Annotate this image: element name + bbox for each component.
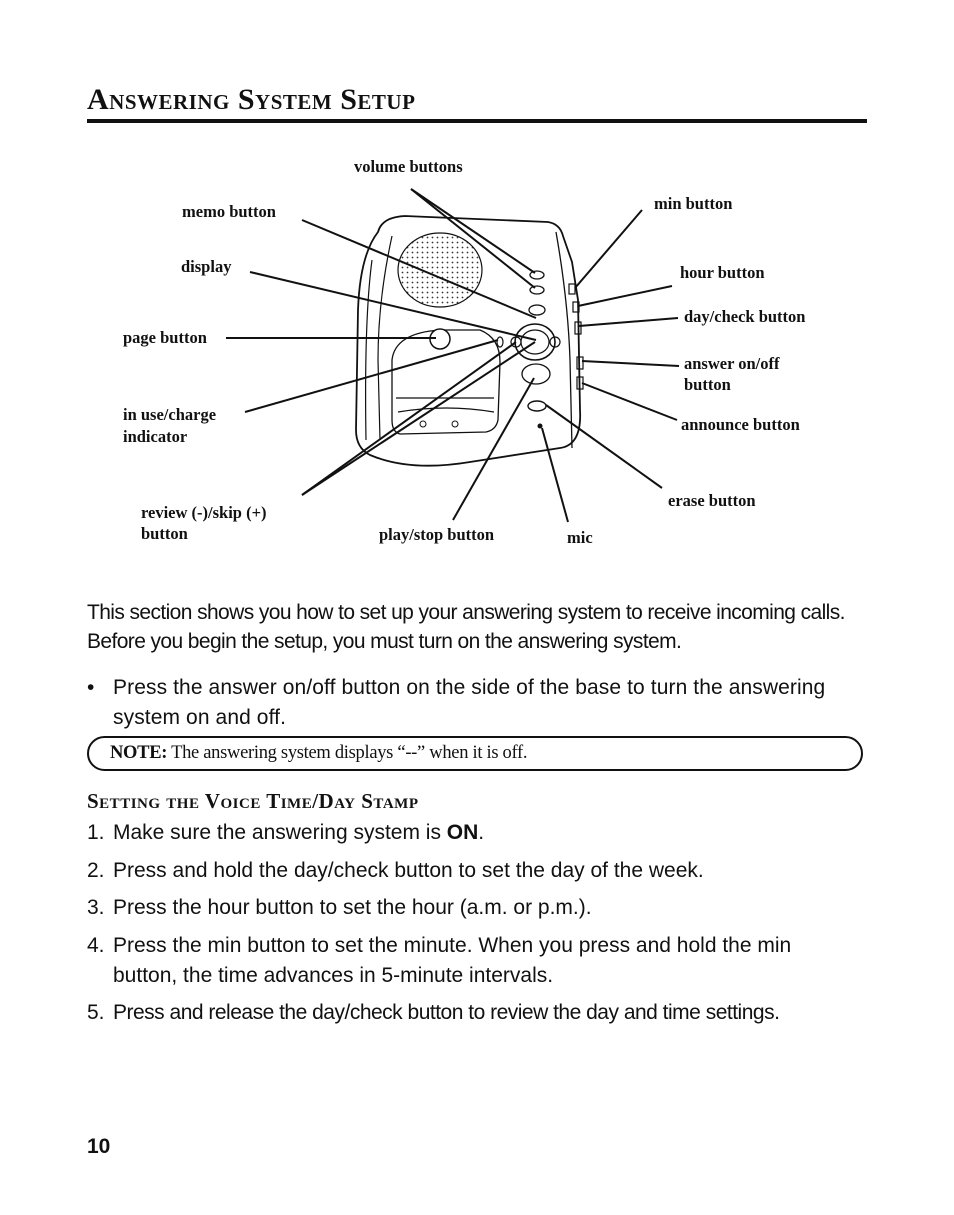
step-text: Press and hold the day/check button to set the day of the week. — [113, 859, 704, 882]
label-min-button: min button — [654, 194, 733, 213]
step-text: Press the min button to set the minute. When you press and hold the min button, the time advances in 5-minute intervals. — [113, 934, 792, 987]
step-number: 1. — [87, 821, 105, 844]
note-content — [110, 743, 527, 764]
title-rule — [87, 119, 867, 123]
step-number: 5. — [87, 1001, 105, 1024]
step-number: 2. — [87, 859, 105, 882]
page-title: Answering System Setup — [87, 83, 416, 116]
label-day-check-button: day/check button — [684, 307, 806, 326]
page-number: 10 — [87, 1135, 111, 1158]
step-text: Press and release the day/check button to review the day and time settings. — [113, 1001, 780, 1024]
label-review-skip-line2: button — [141, 524, 188, 543]
label-mic: mic — [567, 528, 593, 547]
note-label: NOTE: — [110, 743, 168, 763]
label-volume-buttons: volume buttons — [354, 157, 463, 176]
bullet-text: Press the answer on/off button on the side of the base to turn the answering system on and off. — [113, 676, 826, 729]
label-announce-button: announce button — [681, 415, 800, 434]
label-memo-button: memo button — [182, 202, 276, 221]
list-item — [87, 998, 877, 1028]
step-number: 3. — [87, 896, 105, 919]
intro-paragraph: This section shows you how to set up your answering system to receive incoming calls. Before you begin the setup, you must turn on the answering system. — [87, 601, 845, 653]
note-box — [87, 736, 863, 771]
step-text-part: . — [478, 821, 485, 844]
step-text — [113, 818, 873, 848]
label-review-skip-line1: review (-)/skip (+) — [141, 503, 267, 522]
label-erase-button: erase button — [668, 491, 756, 510]
section-heading: Setting the Voice Time/Day Stamp — [87, 789, 419, 813]
bullet-symbol: • — [87, 676, 95, 699]
list-item — [87, 856, 877, 886]
list-item — [87, 931, 877, 991]
label-answer-on-off-line1: answer on/off — [684, 354, 780, 373]
list-item — [87, 893, 877, 923]
label-page-button: page button — [123, 328, 207, 347]
label-play-stop-button: play/stop button — [379, 525, 495, 544]
label-in-use-charge-indicator-line2: indicator — [123, 427, 188, 446]
list-item — [87, 818, 877, 848]
label-in-use-charge-indicator-line1: in use/charge — [123, 405, 217, 424]
label-answer-on-off-line2: button — [684, 375, 731, 394]
label-hour-button: hour button — [680, 263, 765, 282]
note-text: The answering system displays “--” when it is off. — [167, 743, 528, 763]
base-unit-drawing — [356, 216, 583, 466]
step-number: 4. — [87, 934, 105, 957]
step-text-part: Make sure the answering system is — [113, 821, 447, 844]
step-emphasis: ON — [446, 821, 479, 844]
label-display: display — [181, 257, 232, 276]
step-text: Press the hour button to set the hour (a.m. or p.m.). — [113, 896, 592, 919]
